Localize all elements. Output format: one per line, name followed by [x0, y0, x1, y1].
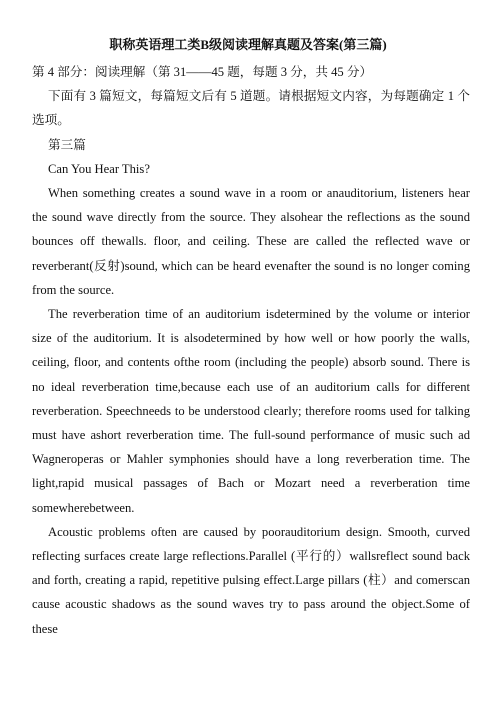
passage-paragraph: When something creates a sound wave in a room or anauditorium, listeners hear the sound wave directly from the source. They alsohear the reflections as the sound bounces off thewalls. floor, and ceiling. These are called the reflected wave or reverberant(反射)sound, which can be heard evenafter the sound is no longer coming from the source. [32, 186, 470, 297]
document-title: 职称英语理工类B级阅读理解真题及答案(第三篇) [109, 37, 387, 52]
section-label: 第三篇 [48, 137, 86, 152]
passage-paragraph: The reverberation time of an auditorium isdetermined by the volume or interior size of the auditorium. It is alsodetermined by how well or how poorly the walls, ceiling, floor, and contents ofthe room (including the people) absorb sound. There is no ideal reverberation time,because each use of an auditorium calls for different reverberation. Speechneeds to be understood clearly; therefore rooms used for talking must have ashort reverberation time. The full-sound performance of music such ad Wagneroperas or Mahler symphonies should have a long reverberation time. The light,rapid musical passages of Bach or Mozart need a reverberation time somewherebetween. [32, 307, 470, 515]
passage-title: Can You Hear This? [48, 161, 150, 176]
part-heading: 第 4 部分：阅读理解（第 31——45 题，每题 3 分，共 45 分） [32, 65, 373, 79]
passage-paragraph: Acoustic problems often are caused by poorauditorium design. Smooth, curved reflecting surfaces create large reflections.Parallel (平行的）wallsreflect sound back and forth, creating a rapid, repetitive pulsing effect.Large pillars (柱）and comerscan cause acoustic shadows as the sound waves try to pass around the object.Some of these [32, 524, 470, 636]
document-body [32, 60, 470, 641]
instructions-text: 下面有 3 篇短文，每篇短文后有 5 道题。请根据短文内容，为每题确定 1 个选项。 [32, 89, 470, 128]
